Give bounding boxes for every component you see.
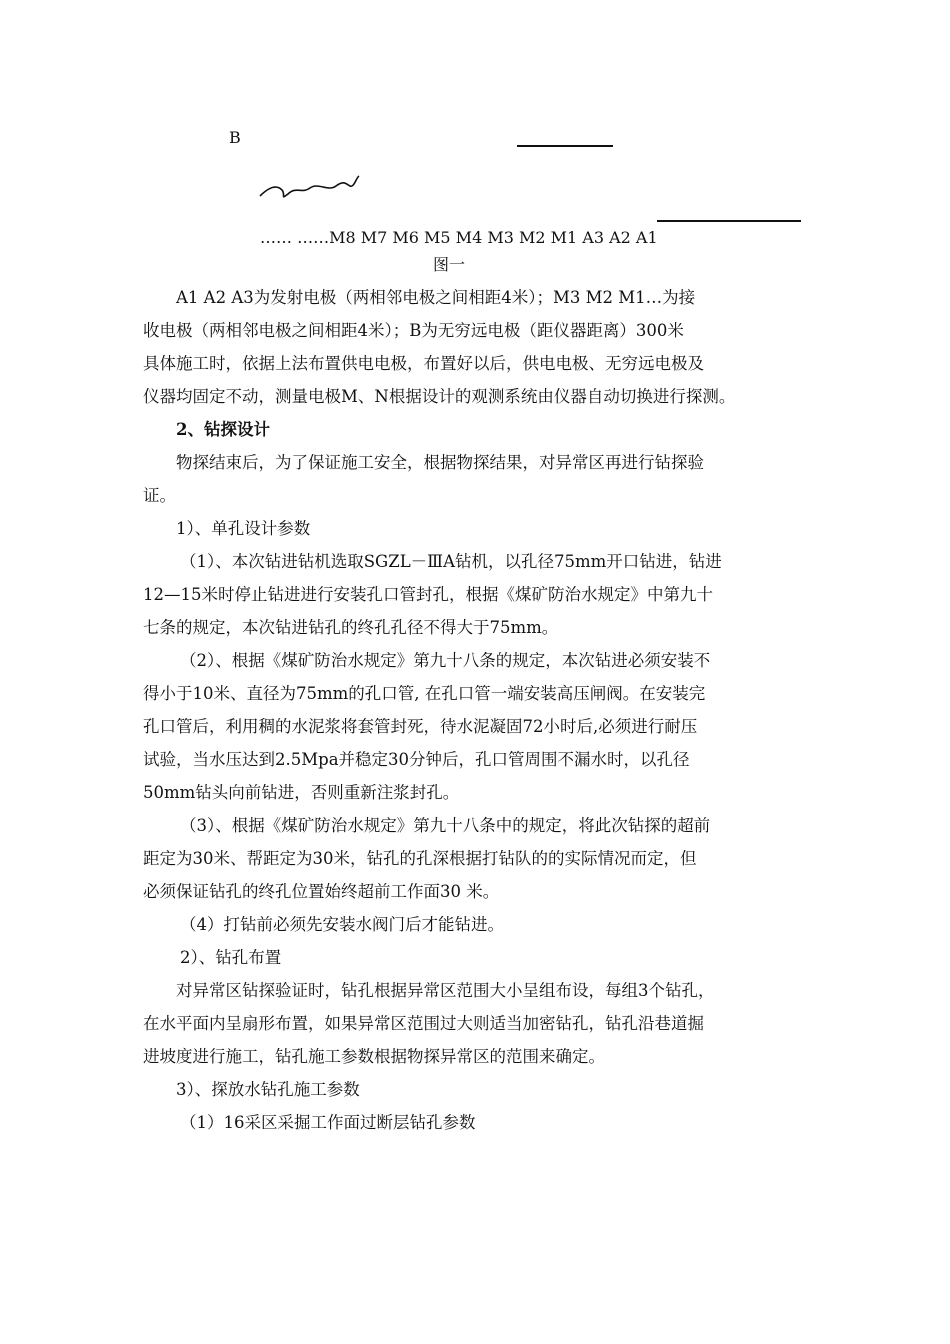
- paragraph-line: A1 A2 A3为发射电极（两相邻电极之间相距4米）；M3 M2 M1…为接: [176, 288, 696, 307]
- paragraph-line: 2）、钻孔布置: [180, 948, 282, 967]
- electrode-row: …… ……M8 M7 M6 M5 M4 M3 M2 M1 A3 A2 A1: [260, 228, 658, 247]
- figure-line-top: [517, 145, 613, 147]
- paragraph-line: （2）、根据《煤矿防治水规定》第九十八条的规定，本次钻进必须安装不: [180, 651, 711, 670]
- paragraph-line: 3）、探放水钻孔施工参数: [176, 1080, 360, 1099]
- section-heading: 2、钻探设计: [176, 420, 270, 439]
- paragraph-line: （4）打钻前必须先安装水阀门后才能钻进。: [180, 915, 504, 934]
- label-b: B: [229, 128, 241, 147]
- paragraph-line: 1）、单孔设计参数: [176, 519, 311, 538]
- paragraph-line: （1）16采区采掘工作面过断层钻孔参数: [180, 1113, 476, 1132]
- paragraph-line: 仪器均固定不动，测量电极M、N根据设计的观测系统由仪器自动切换进行探测。: [143, 387, 736, 406]
- paragraph-line: 进坡度进行施工，钻孔施工参数根据物探异常区的范围来确定。: [143, 1047, 605, 1066]
- paragraph-line: 七条的规定，本次钻进钻孔的终孔孔径不得大于75mm。: [143, 618, 559, 637]
- paragraph-line: 得小于10米、直径为75mm的孔口管, 在孔口管一端安装高压闸阀。在安装完: [143, 684, 706, 703]
- paragraph-line: 距定为30米、帮距定为30米，钻孔的孔深根据打钻队的的实际情况而定，但: [143, 849, 697, 868]
- figure-line-right: [657, 220, 801, 222]
- figure-caption: 图一: [433, 255, 466, 274]
- paragraph-line: 证。: [143, 486, 176, 505]
- body-text: [143, 281, 815, 1139]
- paragraph-line: （3）、根据《煤矿防治水规定》第九十八条中的规定，将此次钻探的超前: [180, 816, 711, 835]
- paragraph-line: 50mm钻头向前钻进，否则重新注浆封孔。: [143, 783, 460, 802]
- paragraph-line: 收电极（两相邻电极之间相距4米）；B为无穷远电极（距仪器距离）300米: [143, 321, 684, 340]
- paragraph-line: 试验，当水压达到2.5Mpa并稳定30分钟后，孔口管周围不漏水时，以孔径: [143, 750, 690, 769]
- cable-wave: [258, 170, 364, 202]
- paragraph-line: 必须保证钻孔的终孔位置始终超前工作面30 米。: [143, 882, 500, 901]
- paragraph-line: 具体施工时，依据上法布置供电电极，布置好以后，供电电极、无穷远电极及: [143, 354, 704, 373]
- paragraph-line: 对异常区钻探验证时，钻孔根据异常区范围大小呈组布设，每组3个钻孔，: [176, 981, 715, 1000]
- paragraph-line: 12—15米时停止钻进进行安装孔口管封孔，根据《煤矿防治水规定》中第九十: [143, 585, 713, 604]
- paragraph-line: （1）、本次钻进钻机选取SGZL－ⅢA钻机，以孔径75mm开口钻进，钻进: [180, 552, 722, 571]
- paragraph-line: 孔口管后，利用稠的水泥浆将套管封死，待水泥凝固72小时后,必须进行耐压: [143, 717, 698, 736]
- paragraph-line: 物探结束后，为了保证施工安全，根据物探结果，对异常区再进行钻探验: [176, 453, 704, 472]
- paragraph-line: 在水平面内呈扇形布置，如果异常区范围过大则适当加密钻孔，钻孔沿巷道掘: [143, 1014, 704, 1033]
